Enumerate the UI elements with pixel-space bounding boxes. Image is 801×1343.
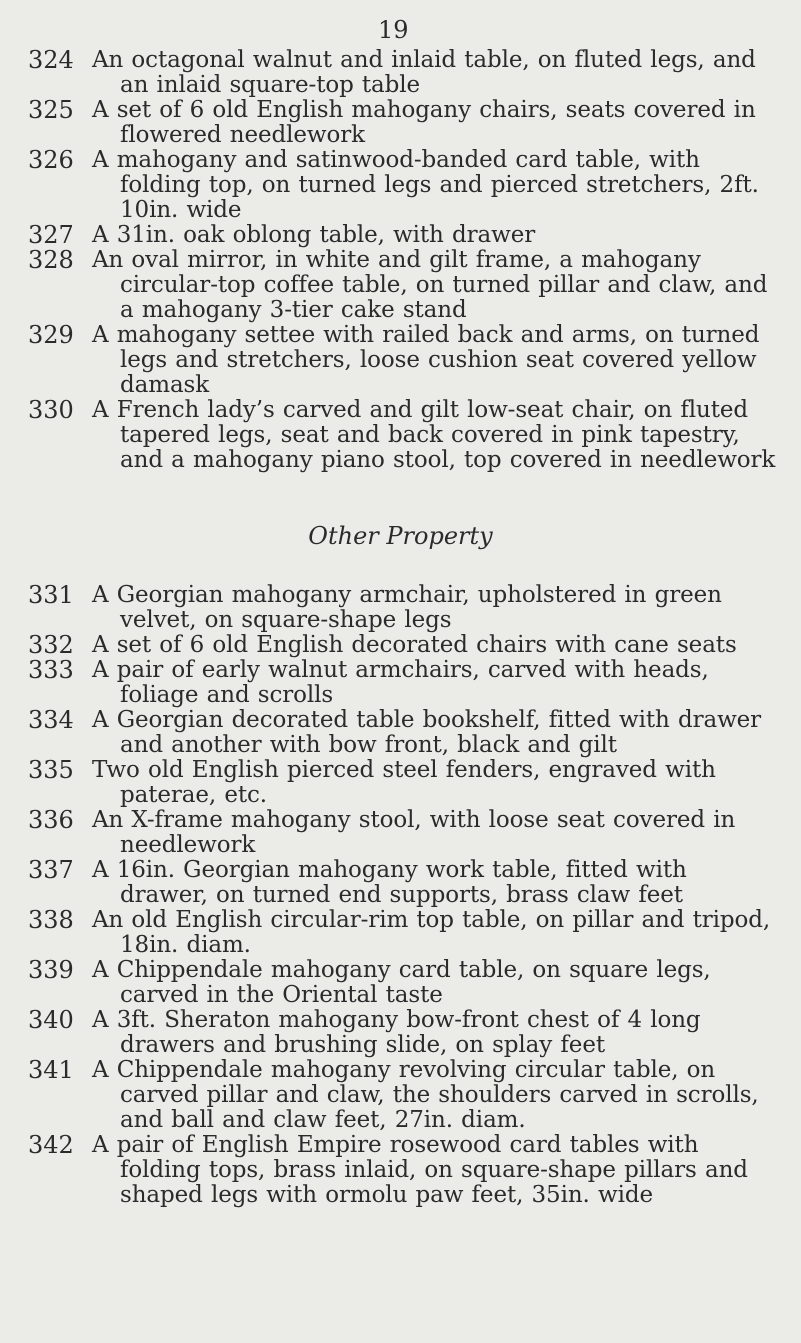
lot-item <box>0 148 801 223</box>
lot-item <box>0 1058 801 1133</box>
lot-description: A French lady’s carved and gilt low-seat chair, on fluted tapered legs, seat and back covered in pink tapestry, and a mahogany piano stool, top covered in needlework <box>92 397 776 473</box>
lot-description: Two old English pierced steel fenders, engraved with paterae, etc. <box>92 757 716 808</box>
lot-item <box>0 248 801 323</box>
lot-number: 330 <box>28 396 74 424</box>
lot-description: A mahogany and satinwood-banded card table, with folding top, on turned legs and pierced stretchers, 2ft. 10in. wide <box>92 147 759 223</box>
lot-number: 335 <box>28 756 74 784</box>
lot-item <box>0 708 801 758</box>
lot-description: A set of 6 old English decorated chairs with cane seats <box>92 632 737 658</box>
section-title: Other Property <box>308 522 493 550</box>
lot-item <box>0 808 801 858</box>
lot-description: A 16in. Georgian mahogany work table, fitted with drawer, on turned end supports, brass claw feet <box>92 857 687 908</box>
lot-description: A Chippendale mahogany card table, on square legs, carved in the Oriental taste <box>92 957 711 1008</box>
lot-number: 341 <box>28 1056 74 1084</box>
lot-number: 339 <box>28 956 74 984</box>
lot-item <box>0 908 801 958</box>
lot-description: An octagonal walnut and inlaid table, on fluted legs, and an inlaid square-top table <box>92 47 756 98</box>
lot-number: 337 <box>28 856 74 884</box>
lot-description: An oval mirror, in white and gilt frame, a mahogany circular-top coffee table, on turned pillar and claw, and a mahogany 3-tier cake stand <box>92 247 768 323</box>
lot-item <box>0 958 801 1008</box>
lot-number: 329 <box>28 321 74 349</box>
lot-number: 334 <box>28 706 74 734</box>
lot-item <box>0 658 801 708</box>
lot-number: 327 <box>28 221 74 249</box>
lot-item <box>0 633 801 658</box>
lot-item <box>0 223 801 248</box>
lot-description: A mahogany settee with railed back and arms, on turned legs and stretchers, loose cushion seat covered yellow damask <box>92 322 760 398</box>
lot-item <box>0 323 801 398</box>
lot-number: 326 <box>28 146 74 174</box>
lot-number: 338 <box>28 906 74 934</box>
lot-number: 325 <box>28 96 74 124</box>
lot-item <box>0 398 801 473</box>
lot-number: 340 <box>28 1006 74 1034</box>
lot-description: An old English circular-rim top table, on pillar and tripod, 18in. diam. <box>92 907 771 958</box>
lot-description: A 31in. oak oblong table, with drawer <box>92 222 536 248</box>
lot-description: A Chippendale mahogany revolving circular table, on carved pillar and claw, the shoulders carved in scrolls, and ball and claw feet, 27in. diam. <box>92 1057 759 1133</box>
lot-number: 328 <box>28 246 74 274</box>
lot-description: A Georgian decorated table bookshelf, fitted with drawer and another with bow front, black and gilt <box>92 707 762 758</box>
lot-number: 331 <box>28 581 74 609</box>
lot-description: A pair of English Empire rosewood card tables with folding tops, brass inlaid, on square-shape pillars and shaped legs with ormolu paw feet, 35in. wide <box>92 1132 748 1208</box>
lot-number: 324 <box>28 46 74 74</box>
lot-list-other-property <box>0 583 801 1208</box>
lot-item <box>0 48 801 98</box>
lot-item <box>0 1133 801 1208</box>
lot-number: 332 <box>28 631 74 659</box>
lot-item <box>0 858 801 908</box>
lot-description: An X-frame mahogany stool, with loose seat covered in needlework <box>92 807 736 858</box>
lot-number: 342 <box>28 1131 74 1159</box>
lot-number: 336 <box>28 806 74 834</box>
lot-item <box>0 1008 801 1058</box>
lot-description: A pair of early walnut armchairs, carved with heads, foliage and scrolls <box>92 657 709 708</box>
lot-item <box>0 758 801 808</box>
lot-list-main <box>0 48 801 473</box>
lot-description: A 3ft. Sheraton mahogany bow-front chest of 4 long drawers and brushing slide, on splay feet <box>92 1007 701 1058</box>
lot-description: A set of 6 old English mahogany chairs, seats covered in flowered needlework <box>92 97 756 148</box>
lot-item <box>0 583 801 633</box>
lot-description: A Georgian mahogany armchair, upholstered in green velvet, on square-shape legs <box>92 582 722 633</box>
lot-item <box>0 98 801 148</box>
page-number: 19 <box>378 16 409 44</box>
lot-number: 333 <box>28 656 74 684</box>
